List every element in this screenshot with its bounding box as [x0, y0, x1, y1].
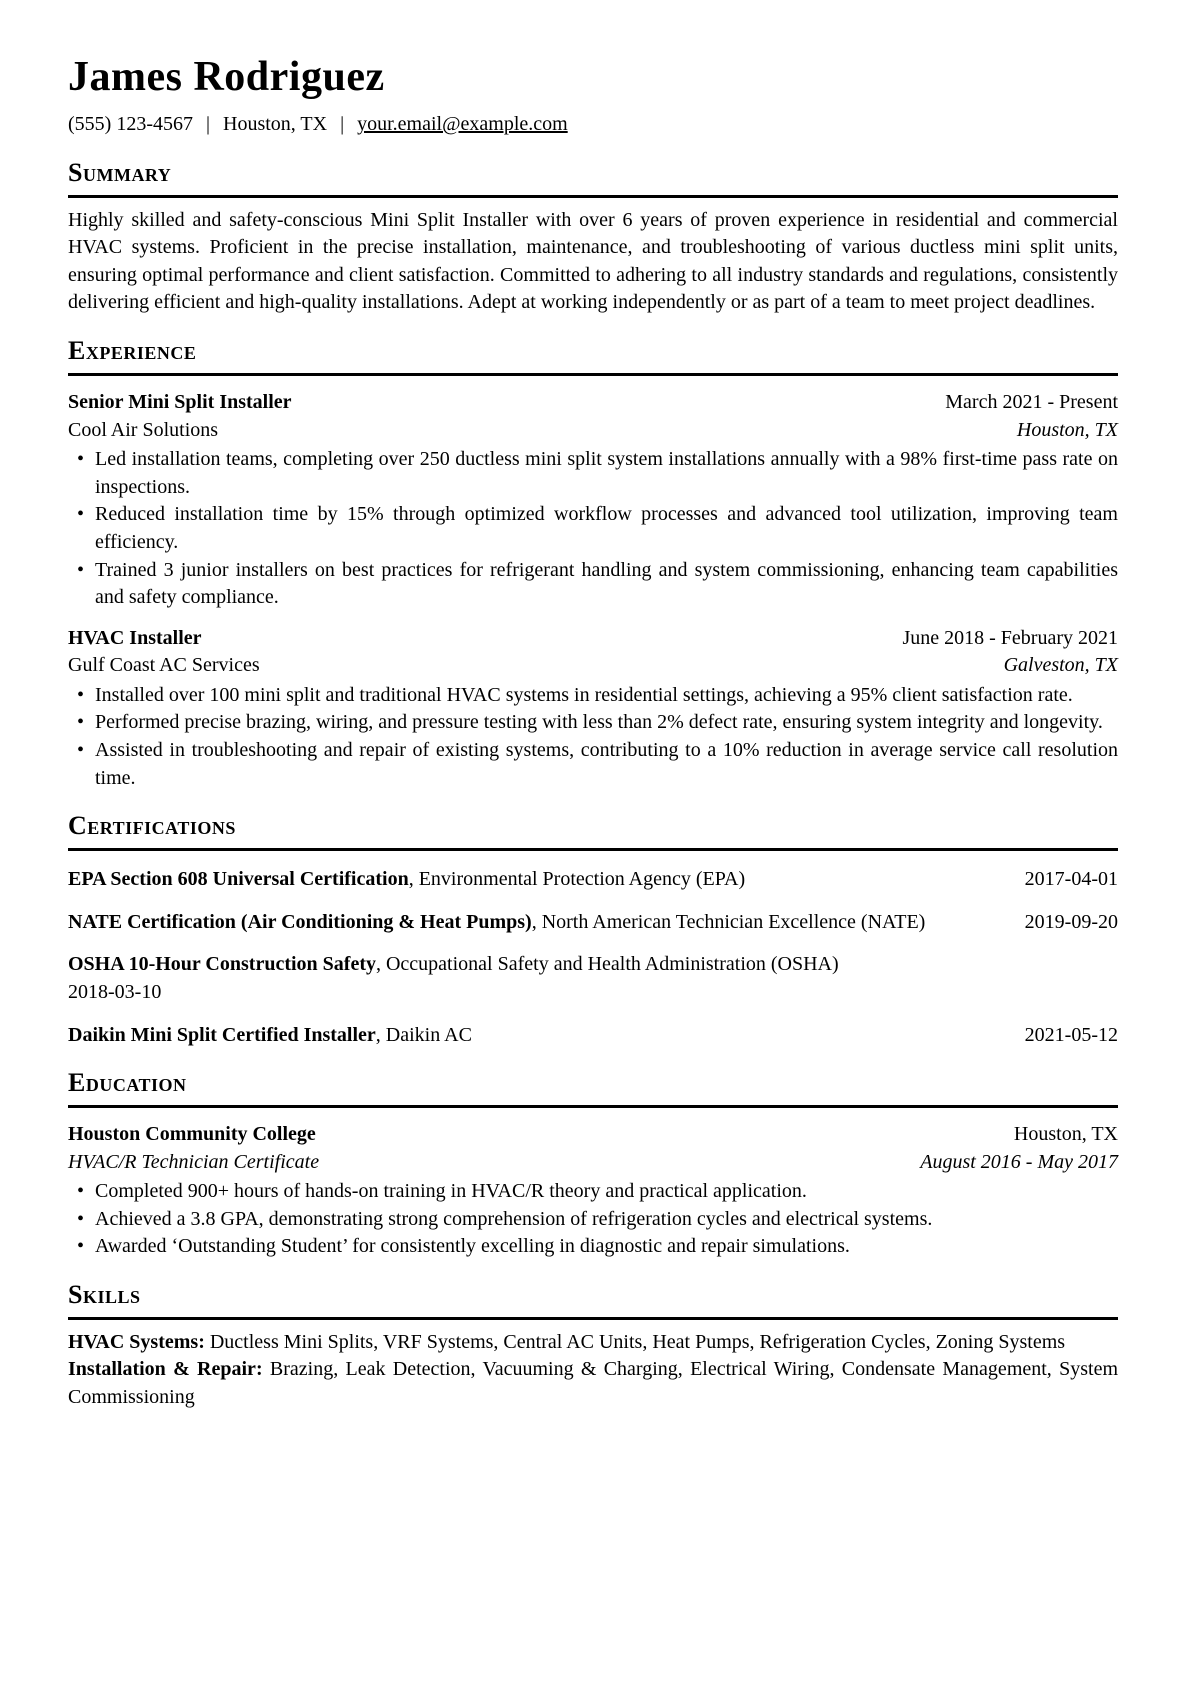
certification-name: NATE Certification (Air Conditioning & Heat Pumps) — [68, 910, 532, 933]
job-bullet: • Performed precise brazing, wiring, and pressure testing with less than 2% defect rate, ensuring system integrity and longevity. — [68, 709, 1118, 737]
certification-text — [68, 1022, 472, 1050]
job-dates: March 2021 - Present — [945, 390, 1118, 413]
section-rule — [68, 848, 1118, 851]
certification-date: 2017-04-01 — [1024, 868, 1118, 891]
experience-entry — [68, 625, 1118, 793]
job-bullet-list — [68, 446, 1118, 612]
certification-entry — [68, 909, 1118, 937]
job-bullet: • Trained 3 junior installers on best practices for refrigerant handling and system commissioning, enhancing team capabilities and safety compliance. — [68, 557, 1118, 612]
section-rule — [68, 1317, 1118, 1320]
certification-issuer: , Environmental Protection Agency (EPA) — [408, 868, 746, 891]
job-company: Gulf Coast AC Services — [68, 654, 260, 677]
school-location: Houston, TX — [1013, 1123, 1118, 1145]
certification-name: Daikin Mini Split Certified Installer — [68, 1023, 376, 1046]
education-bullet-list — [68, 1178, 1118, 1261]
section-title-education: Education — [68, 1068, 187, 1098]
section-title-experience: Experience — [68, 336, 197, 366]
section-rule — [68, 1105, 1118, 1108]
school-name: Houston Community College — [68, 1123, 316, 1145]
certification-entry — [68, 866, 1118, 894]
section-title-certifications: Certifications — [68, 811, 236, 841]
education-bullet: • Completed 900+ hours of hands-on training in HVAC/R theory and practical application. — [68, 1178, 1118, 1206]
location-text: Houston, TX — [223, 113, 328, 136]
section-skills — [68, 1280, 1118, 1412]
phone-number: (555) 123-4567 — [68, 113, 193, 136]
section-summary — [68, 158, 1118, 317]
section-certifications — [68, 811, 1118, 1049]
section-title-summary: Summary — [68, 157, 172, 187]
certification-text — [68, 953, 839, 975]
certification-issuer: , Daikin AC — [375, 1023, 472, 1046]
skill-category-label: Installation & Repair: — [68, 1358, 263, 1381]
job-dates: June 2018 - February 2021 — [902, 626, 1118, 649]
job-header-row — [68, 625, 1118, 653]
certification-text — [68, 909, 925, 937]
section-rule — [68, 373, 1118, 376]
job-company: Cool Air Solutions — [68, 418, 219, 441]
certification-entry — [68, 951, 1118, 1006]
education-dates: August 2016 - May 2017 — [920, 1150, 1118, 1173]
education-header-row — [68, 1121, 1118, 1149]
education-bullet: • Achieved a 3.8 GPA, demonstrating strong comprehension of refrigeration cycles and electrical systems. — [68, 1206, 1118, 1234]
education-subheader-row — [68, 1149, 1118, 1177]
job-subheader-row — [68, 417, 1118, 445]
skill-list: Ductless Mini Splits, VRF Systems, Central AC Units, Heat Pumps, Refrigeration Cycles, Zoning Systems — [204, 1330, 1066, 1353]
certification-issuer: , Occupational Safety and Health Administration (OSHA) — [375, 953, 839, 976]
degree: HVAC/R Technician Certificate — [68, 1150, 320, 1173]
skill-group — [68, 1356, 1118, 1411]
email-link[interactable]: your.email@example.com — [357, 113, 568, 136]
resume-header — [68, 54, 1118, 139]
certification-entry — [68, 1022, 1118, 1050]
certification-issuer: , North American Technician Excellence (NATE) — [531, 910, 926, 933]
certification-text — [68, 866, 745, 894]
section-experience — [68, 336, 1118, 792]
contact-line — [68, 111, 1118, 139]
certification-date: 2018-03-10 — [68, 980, 162, 1003]
separator: | — [205, 113, 210, 136]
job-bullet: • Assisted in troubleshooting and repair of existing systems, contributing to a 10% reduction in average service call resolution time. — [68, 737, 1118, 792]
job-bullet: • Reduced installation time by 15% through optimized workflow processes and advanced tool utilization, improving team efficiency. — [68, 501, 1118, 556]
summary-text: Highly skilled and safety-conscious Mini Split Installer with over 6 years of proven experience in residential and commercial HVAC systems. Proficient in the precise installation, maintenance, and troubleshooting of various ductless mini split units, ensuring optimal performance and client satisfaction. Committed to adhering to all industry standards and regulations, consistently delivering efficient and high-quality installations. Adept at working independently or as part of a team to meet project deadlines. — [68, 208, 1118, 314]
job-location: Galveston, TX — [1003, 654, 1118, 677]
skill-group — [68, 1329, 1118, 1357]
section-title-skills: Skills — [68, 1279, 141, 1309]
certification-name: OSHA 10-Hour Construction Safety — [68, 953, 376, 976]
education-bullet: • Awarded ‘Outstanding Student’ for consistently excelling in diagnostic and repair simulations. — [68, 1233, 1118, 1261]
job-location: Houston, TX — [1016, 418, 1118, 441]
job-bullet-list — [68, 682, 1118, 792]
certification-name: EPA Section 608 Universal Certification — [68, 868, 409, 891]
candidate-name: James Rodriguez — [68, 54, 385, 100]
education-entry — [68, 1121, 1118, 1261]
certification-date: 2019-09-20 — [1024, 910, 1118, 933]
section-rule — [68, 195, 1118, 198]
job-title: Senior Mini Split Installer — [68, 390, 292, 413]
job-bullet: • Led installation teams, completing over 250 ductless mini split system installations annually with a 98% first-time pass rate on inspections. — [68, 446, 1118, 501]
job-subheader-row — [68, 652, 1118, 680]
job-title: HVAC Installer — [68, 626, 202, 649]
job-bullet: • Installed over 100 mini split and traditional HVAC systems in residential settings, achieving a 95% client satisfaction rate. — [68, 682, 1118, 710]
skill-category-label: HVAC Systems: — [68, 1330, 205, 1353]
certification-date: 2021-05-12 — [1024, 1023, 1118, 1046]
experience-entry — [68, 389, 1118, 612]
skill-list: Brazing, Leak Detection, Vacuuming & Charging, Electrical Wiring, Condensate Management, System Commissioning — [68, 1358, 1118, 1409]
section-education — [68, 1068, 1118, 1261]
job-header-row — [68, 389, 1118, 417]
separator: | — [340, 113, 345, 136]
